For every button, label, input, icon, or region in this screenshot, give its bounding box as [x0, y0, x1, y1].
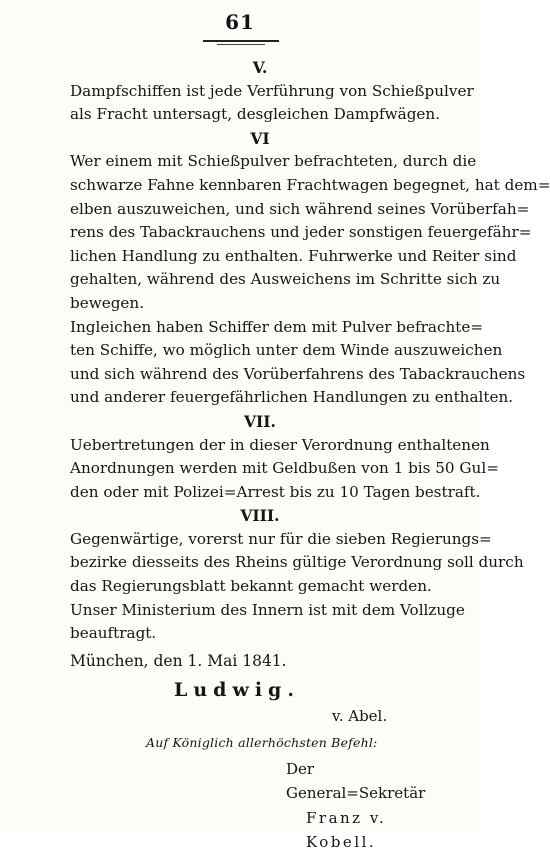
header-rule — [203, 40, 279, 42]
page-number: 61 — [225, 10, 255, 34]
order-line: Auf Königlich allerhöchsten Befehl: — [146, 734, 378, 750]
text-line: als Fracht untersagt, desgleichen Dampfwägen. — [70, 105, 441, 124]
text-line: den oder mit Polizei=Arrest bis zu 10 Tagen bestraft. — [70, 482, 481, 501]
signature-king: Ludwig. — [174, 679, 300, 702]
section-heading: VI — [250, 128, 270, 148]
paragraph — [70, 434, 499, 505]
text-line: Wer einem mit Schießpulver befrachteten, durch die — [70, 152, 477, 171]
paragraph — [70, 80, 474, 127]
date-line: München, den 1. Mai 1841. — [70, 651, 287, 670]
sections-container — [70, 56, 550, 646]
text-line: bezirke diesseits des Rheins gültige Verordnung soll durch — [70, 553, 524, 572]
document-body — [70, 56, 550, 855]
text-line: lichen Handlung zu enthalten. Fuhrwerke und Reiter sind — [70, 246, 517, 265]
section-heading: VIII. — [240, 506, 280, 526]
text-line: ten Schiffe, wo möglich unter dem Winde auszuweichen — [70, 341, 503, 360]
signature-minister: v. Abel. — [332, 707, 388, 726]
text-line: gehalten, während des Ausweichens im Schritte sich zu — [70, 270, 501, 289]
text-line: bewegen. — [70, 293, 145, 312]
text-line: Dampfschiffen ist jede Verführung von Schießpulver — [70, 81, 474, 100]
secretary-name: Franz v. Kobell. — [306, 809, 387, 851]
text-line: elben auszuweichen, und sich während seines Vorüberfah= — [70, 199, 530, 218]
paragraph — [70, 528, 524, 599]
text-line: Ingleichen haben Schiffer dem mit Pulver befrachte= — [70, 317, 484, 336]
secretary-title: Der General=Sekretär — [286, 760, 426, 802]
text-line: schwarze Fahne kennbaren Frachtwagen begegnet, hat dem= — [70, 175, 550, 194]
text-line: und anderer feuergefährlichen Handlungen zu enthalten. — [70, 388, 514, 407]
text-line: Unser Ministerium des Innern ist mit dem Vollzuge — [70, 600, 465, 619]
text-line: beauftragt. — [70, 624, 157, 643]
text-line: Anordnungen werden mit Geldbußen von 1 bis 50 Gul= — [70, 459, 499, 478]
text-line: das Regierungsblatt bekannt gemacht werden. — [70, 577, 432, 596]
paragraph — [70, 150, 550, 315]
text-line: Uebertretungen der in dieser Verordnung enthaltenen — [70, 435, 490, 454]
paragraph — [70, 599, 465, 646]
text-line: Gegenwärtige, vorerst nur für die sieben Regierungs= — [70, 529, 492, 548]
text-line: und sich während des Vorüberfahrens des Tabackrauchens — [70, 364, 526, 383]
section-heading: V. — [252, 58, 268, 77]
text-line: rens des Tabackrauchens und jeder sonstigen feuergefähr= — [70, 223, 532, 242]
paragraph — [70, 316, 526, 410]
section-heading: VII. — [244, 411, 276, 431]
